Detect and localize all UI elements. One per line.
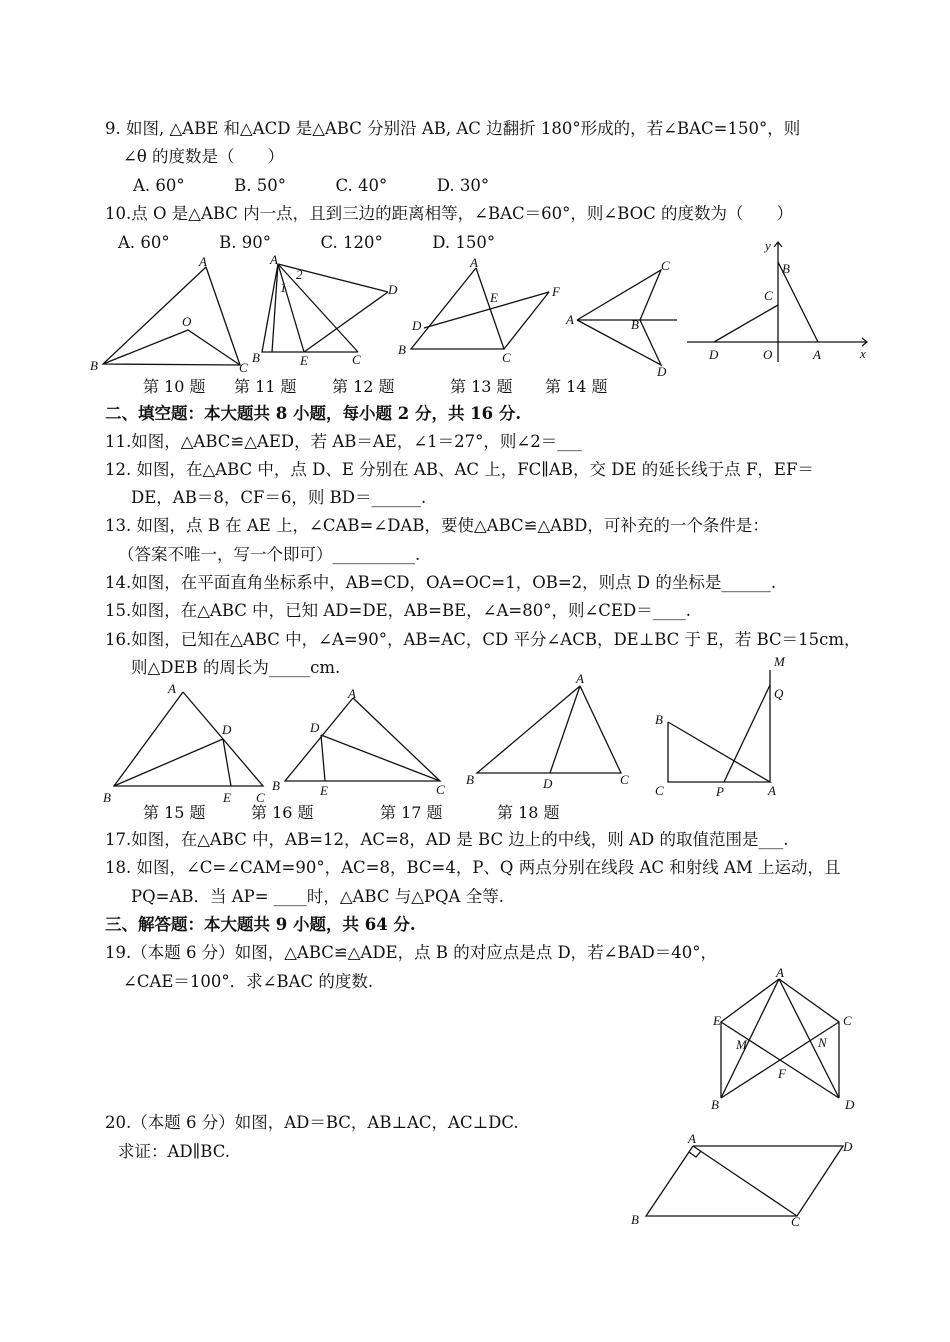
label-a: A	[688, 1131, 696, 1146]
q11: 11.如图，△ABC≌△AED，若 AB＝AE，∠1＝27°，则∠2＝___	[105, 432, 582, 451]
label-e: E	[713, 1013, 721, 1028]
label-f: F	[778, 1066, 786, 1081]
label-a: A	[199, 254, 207, 269]
figure-q15	[100, 678, 275, 803]
q10-line1: 10.点 O 是△ABC 内一点，且到三边的距离相等，∠BAC＝60°，则∠BOC 的度数为（ ）	[105, 204, 794, 223]
q9-options: A. 60° B. 50° C. 40° D. 30°	[133, 176, 490, 195]
caption-q13: 第 13 题	[450, 377, 513, 396]
label-a: A	[813, 347, 821, 362]
q9-line1: 9. 如图, △ABE 和△ACD 是△ABC 分别沿 AB, AC 边翻折 180°形成的，若∠BAC=150°，则	[105, 119, 801, 138]
label-d: D	[310, 720, 320, 735]
label-c: C	[352, 352, 361, 367]
label-o: O	[763, 347, 773, 362]
label-n: N	[818, 1035, 827, 1050]
figure-q19	[705, 965, 865, 1115]
label-b: B	[90, 358, 98, 373]
q19-line1: 19.（本题 6 分）如图，△ABC≌△ADE，点 B 的对应点是点 D，若∠BAD＝40°，	[105, 943, 718, 962]
caption-q12: 第 12 题	[332, 377, 395, 396]
figure-q18	[650, 650, 800, 800]
caption-q14: 第 14 题	[545, 377, 608, 396]
q18-line1: 18. 如图，∠C=∠CAM=90°，AC=8，BC=4，P、Q 两点分别在线段 AC 和射线 AM 上运动，且	[105, 858, 841, 877]
label-d: D	[843, 1139, 853, 1154]
section3-title: 三、解答题：本大题共 9 小题，共 64 分.	[105, 915, 416, 934]
caption-q10: 第 10 题	[143, 377, 206, 396]
label-b: B	[655, 712, 663, 727]
caption-q15: 第 15 题	[143, 803, 206, 822]
label-b: B	[711, 1097, 719, 1112]
label-c: C	[655, 783, 664, 798]
label-d: D	[845, 1097, 855, 1112]
label-q: Q	[774, 686, 784, 701]
label-e: E	[490, 290, 498, 305]
q9-line2: ∠θ 的度数是（ ）	[123, 147, 285, 166]
label-y: y	[765, 238, 771, 253]
label-a: A	[776, 965, 784, 980]
label-d: D	[412, 318, 422, 333]
label-d: D	[709, 347, 719, 362]
caption-q18: 第 18 题	[497, 803, 560, 822]
label-p: P	[716, 784, 724, 799]
label-c: C	[239, 360, 248, 375]
section2-title: 二、填空题：本大题共 8 小题，每小题 2 分，共 16 分.	[105, 404, 522, 423]
label-e: E	[300, 353, 308, 368]
q12-line2: DE，AB＝8，CF＝6，则 BD＝______.	[131, 488, 427, 507]
q20-line2: 求证：AD∥BC.	[118, 1142, 230, 1161]
figure-q16	[270, 686, 450, 805]
label-2: 2	[296, 267, 303, 282]
caption-q16: 第 16 题	[251, 803, 314, 822]
label-c: C	[843, 1013, 852, 1028]
label-d: D	[543, 776, 553, 791]
label-x: x	[860, 346, 866, 361]
label-b: B	[631, 1212, 639, 1227]
figure-q13	[396, 252, 576, 370]
label-e: E	[320, 783, 328, 798]
q16-line1: 16.如图，已知在△ABC 中，∠A=90°，AB=AC，CD 平分∠ACB，DE⊥BC 于 E，若 BC＝15cm，	[105, 630, 861, 649]
q18-line2: PQ=AB．当 AP= ____时，△ABC 与△PQA 全等.	[131, 887, 504, 906]
figure-q10	[88, 252, 258, 377]
label-a: A	[768, 783, 776, 798]
label-a: A	[270, 252, 278, 267]
label-o: O	[182, 314, 192, 329]
label-b: B	[252, 350, 260, 365]
figure-q11	[248, 252, 403, 370]
label-c: C	[436, 782, 445, 797]
label-c: C	[256, 790, 265, 805]
caption-q17: 第 17 题	[380, 803, 443, 822]
label-b: B	[631, 317, 639, 332]
label-c: C	[791, 1214, 800, 1229]
figure-q17	[463, 666, 638, 791]
label-c: C	[661, 258, 670, 273]
q12-line1: 12. 如图，在△ABC 中，点 D、E 分别在 AB、AC 上，FC∥AB，交 DE 的延长线于点 F，EF＝	[105, 460, 814, 479]
caption-q11: 第 11 题	[234, 377, 297, 396]
q10-options: A. 60° B. 90° C. 120° D. 150°	[118, 233, 496, 252]
figure-q20	[625, 1128, 865, 1233]
label-d: D	[222, 722, 232, 737]
label-c: C	[502, 350, 511, 365]
label-m: M	[774, 654, 785, 669]
q17: 17.如图，在△ABC 中，AB=12，AC=8，AD 是 BC 边上的中线，则 AD 的取值范围是___.	[105, 830, 789, 849]
label-d: D	[657, 364, 667, 379]
label-f: F	[552, 284, 560, 299]
label-d: D	[388, 282, 398, 297]
label-a: A	[168, 681, 176, 696]
q13-line1: 13. 如图，点 B 在 AE 上，∠CAB=∠DAB，要使△ABC≌△ABD，可补充的一个条件是：	[105, 516, 769, 535]
q19-line2: ∠CAE＝100°．求∠BAC 的度数.	[123, 972, 374, 991]
label-b: B	[272, 778, 280, 793]
label-a: A	[566, 312, 574, 327]
q16-line2: 则△DEB 的周长为_____cm.	[131, 658, 341, 677]
figure-coordinate-plane	[685, 236, 875, 366]
figure-q14	[565, 252, 680, 377]
label-b: B	[103, 790, 111, 805]
label-b: B	[466, 772, 474, 787]
label-b: B	[398, 342, 406, 357]
label-b: B	[782, 261, 790, 276]
label-a: A	[470, 255, 478, 270]
label-c: C	[764, 288, 773, 303]
label-m: M	[736, 1037, 747, 1052]
q15: 15.如图，在△ABC 中，已知 AD=DE，AB=BE，∠A=80°，则∠CED＝____.	[105, 601, 691, 620]
q14: 14.如图，在平面直角坐标系中，AB=CD，OA=OC=1，OB=2，则点 D 的坐标是______.	[105, 573, 777, 592]
label-a: A	[576, 671, 584, 686]
q20-line1: 20.（本题 6 分）如图，AD＝BC，AB⊥AC，AC⊥DC.	[105, 1113, 519, 1132]
label-a: A	[348, 686, 356, 701]
q13-line2: （答案不唯一，写一个即可）__________.	[118, 545, 421, 564]
label-1: 1	[280, 280, 287, 295]
label-e: E	[223, 790, 231, 805]
label-c: C	[620, 772, 629, 787]
